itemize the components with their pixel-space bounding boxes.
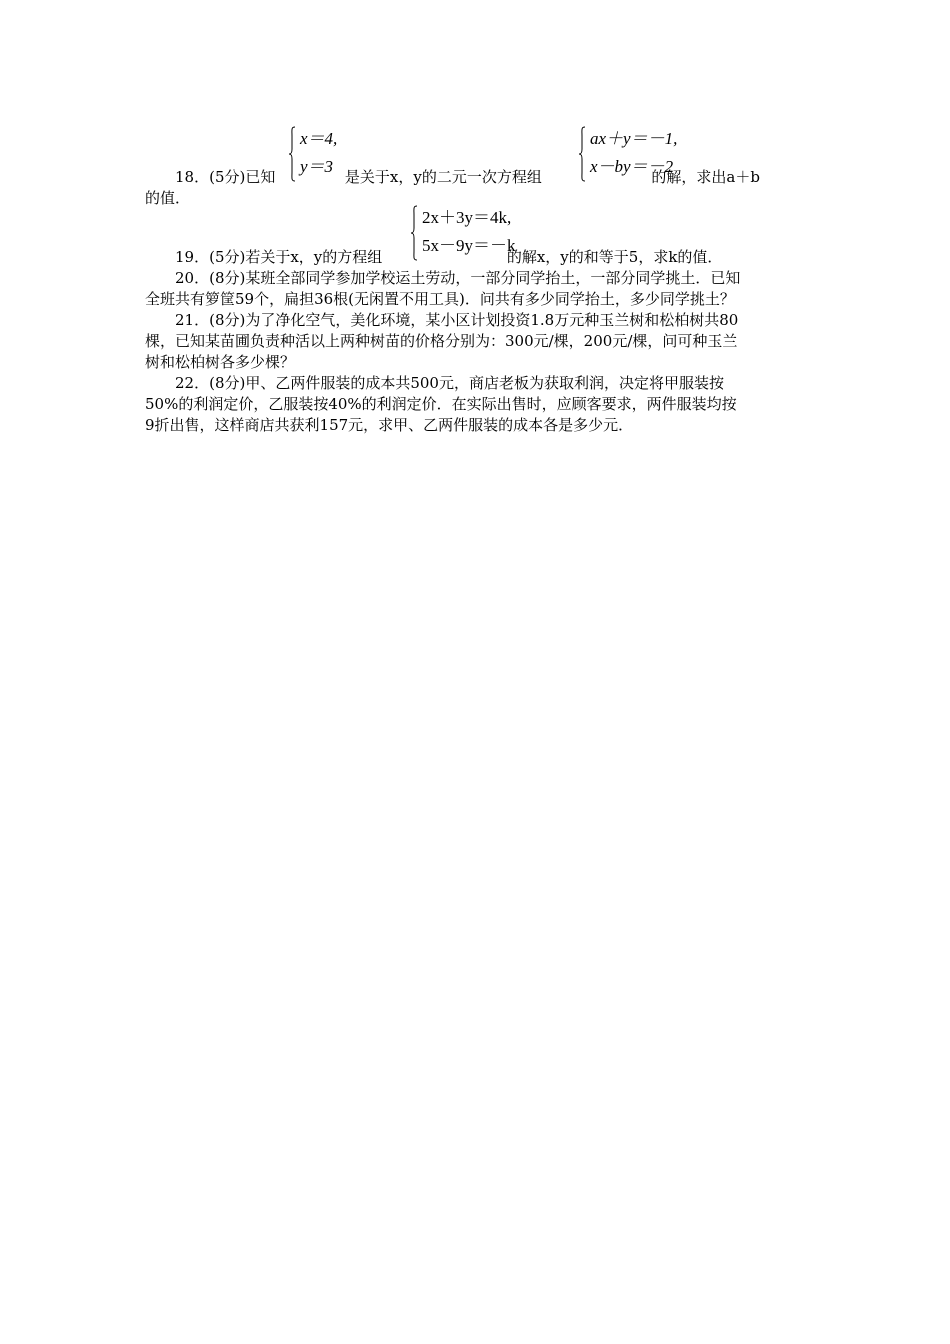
p19-system-row-1: 2x＋3y＝4k,	[422, 208, 512, 227]
p20-line-1: 20．(8分)某班全部同学参加学校运土劳动，一部分同学抬土，一部分同学挑土．已知	[175, 269, 741, 287]
p21-line-2: 棵，已知某苗圃负责种活以上两种树苗的价格分别为：300元/棵，200元/棵，问可种玉兰	[145, 332, 738, 350]
p22-line-3: 9折出售，这样商店共获利157元，求甲、乙两件服装的成本各是多少元．	[145, 416, 634, 434]
p20-line-2: 全班共有箩筐59个，扁担36根(无闲置不用工具)．问共有多少同学抬土，多少同学挑土？	[145, 290, 735, 308]
p22-line-2: 50%的利润定价，乙服装按40%的利润定价．在实际出售时，应顾客要求，两件服装均按	[145, 395, 737, 413]
p18-system-2-row-1: ax＋y＝－1,	[590, 129, 678, 148]
p18-suffix: 的解，求出a＋b	[651, 168, 760, 186]
p18-system-1-row-1: x＝4,	[300, 129, 338, 148]
p18-prefix: 18．(5分)已知	[175, 168, 276, 186]
p18-line-2: 的值．	[145, 189, 191, 207]
p22-line-1: 22．(8分)甲、乙两件服装的成本共500元，商店老板为获取利润，决定将甲服装按	[175, 374, 724, 392]
p19-suffix: 的解x，y的和等于5，求k的值．	[506, 248, 723, 266]
p19-line-1	[175, 247, 815, 268]
p21-line-1: 21．(8分)为了净化空气，美化环境，某小区计划投资1.8万元种玉兰树和松柏树共80	[175, 311, 739, 329]
p19-prefix: 19．(5分)若关于x，y的方程组	[175, 248, 383, 266]
p18-middle: 是关于x，y的二元一次方程组	[344, 168, 542, 186]
p19-system-row-2: 5x－9y＝－k	[422, 236, 516, 255]
p18-system-1-row-2: y＝3	[300, 157, 334, 176]
p21-line-3: 树和松柏树各多少棵？	[145, 353, 296, 371]
p18-system-2-row-2: x－by＝－2	[590, 157, 674, 176]
p18-line-1	[175, 167, 815, 188]
